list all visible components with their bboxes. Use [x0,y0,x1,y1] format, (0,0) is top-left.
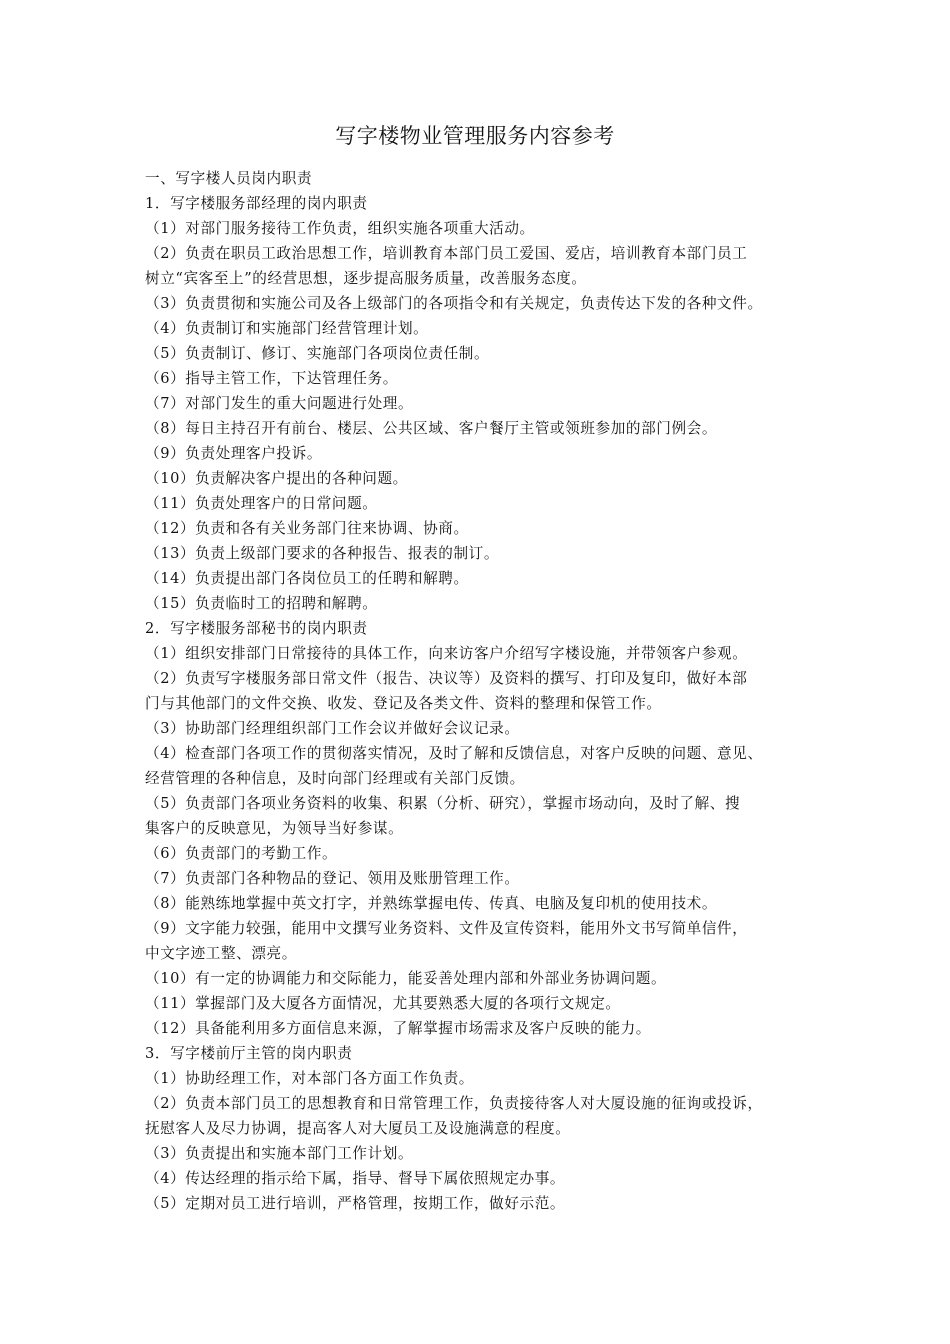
text-line: （7）对部门发生的重大问题进行处理。 [145,395,414,412]
text-line: （10）负责解决客户提出的各种问题。 [145,470,408,487]
text-line: （11）负责处理客户的日常问题。 [145,495,378,512]
text-line: （12）具备能利用多方面信息来源，了解掌握市场需求及客户反映的能力。 [145,1020,651,1037]
text-line: （11）掌握部门及大厦各方面情况，尤其要熟悉大厦的各项行文规定。 [145,995,621,1012]
text-line: （1）对部门服务接待工作负责，组织实施各项重大活动。 [145,220,535,237]
text-line: 抚慰客人及尽力协调，提高客人对大厦员工及设施满意的程度。 [145,1120,571,1137]
text-line: （5）定期对员工进行培训，严格管理，按期工作，做好示范。 [145,1195,566,1212]
text-line: （2）负责写字楼服务部日常文件（报告、决议等）及资料的撰写、打印及复印，做好本部 [145,670,748,687]
text-line: 1．写字楼服务部经理的岗内职责 [145,195,368,212]
text-line: 树立“宾客至上”的经营思想，逐步提高服务质量，改善服务态度。 [145,270,587,287]
document-body [145,166,810,1216]
text-line: （5）负责部门各项业务资料的收集、积累（分析、研究），掌握市场动向，及时了解、搜 [145,795,741,812]
text-line: （13）负责上级部门要求的各种报告、报表的制订。 [145,545,500,562]
text-line: （7）负责部门各种物品的登记、领用及账册管理工作。 [145,870,520,887]
text-line: （10）有一定的协调能力和交际能力，能妥善处理内部和外部业务协调问题。 [145,970,667,987]
text-line: （9）负责处理客户投诉。 [145,445,323,462]
text-line: （4）传达经理的指示给下属，指导、督导下属依照规定办事。 [145,1170,566,1187]
text-line: 2．写字楼服务部秘书的岗内职责 [145,620,368,637]
text-line: 门与其他部门的文件交换、收发、登记及各类文件、资料的整理和保管工作。 [145,695,662,712]
text-line: （3）负责贯彻和实施公司及各上级部门的各项指令和有关规定，负责传达下发的各种文件。 [145,295,763,312]
text-line: （4）检查部门各项工作的贯彻落实情况，及时了解和反馈信息，对客户反映的问题、意见、 [145,745,763,762]
text-line: 集客户的反映意见，为领导当好参谋。 [145,820,404,837]
text-line: 3．写字楼前厅主管的岗内职责 [145,1045,353,1062]
text-line: （9）文字能力较强，能用中文撰写业务资料、文件及宣传资料，能用外文书写简单信件， [145,920,748,937]
text-line: 经营管理的各种信息，及时向部门经理或有关部门反馈。 [145,770,525,787]
text-line: （2）负责在职员工政治思想工作，培训教育本部门员工爱国、爱店，培训教育本部门员工 [145,245,748,262]
text-line: （15）负责临时工的招聘和解聘。 [145,595,378,612]
text-line: （5）负责制订、修订、实施部门各项岗位责任制。 [145,345,490,362]
text-line: 一、写字楼人员岗内职责 [145,170,313,187]
text-line: （8）能熟练地掌握中英文打字，并熟练掌握电传、传真、电脑及复印机的使用技术。 [145,895,718,912]
document-title: 写字楼物业管理服务内容参考 [335,124,615,148]
text-line: （1）组织安排部门日常接待的具体工作，向来访客户介绍写字楼设施，并带领客户参观。 [145,645,748,662]
text-line: （12）负责和各有关业务部门往来协调、协商。 [145,520,469,537]
text-line: （1）协助经理工作，对本部门各方面工作负责。 [145,1070,474,1087]
text-line: （4）负责制订和实施部门经营管理计划。 [145,320,429,337]
text-line: （3）协助部门经理组织部门工作会议并做好会议记录。 [145,720,520,737]
text-line: （8）每日主持召开有前台、楼层、公共区域、客户餐厅主管或领班参加的部门例会。 [145,420,718,437]
text-line: （14）负责提出部门各岗位员工的任聘和解聘。 [145,570,469,587]
text-line: （3）负责提出和实施本部门工作计划。 [145,1145,414,1162]
text-line: （6）指导主管工作，下达管理任务。 [145,370,398,387]
text-line: （6）负责部门的考勤工作。 [145,845,338,862]
text-line: 中文字迹工整、漂亮。 [145,945,297,962]
text-line: （2）负责本部门员工的思想教育和日常管理工作，负责接待客人对大厦设施的征询或投诉， [145,1095,763,1112]
